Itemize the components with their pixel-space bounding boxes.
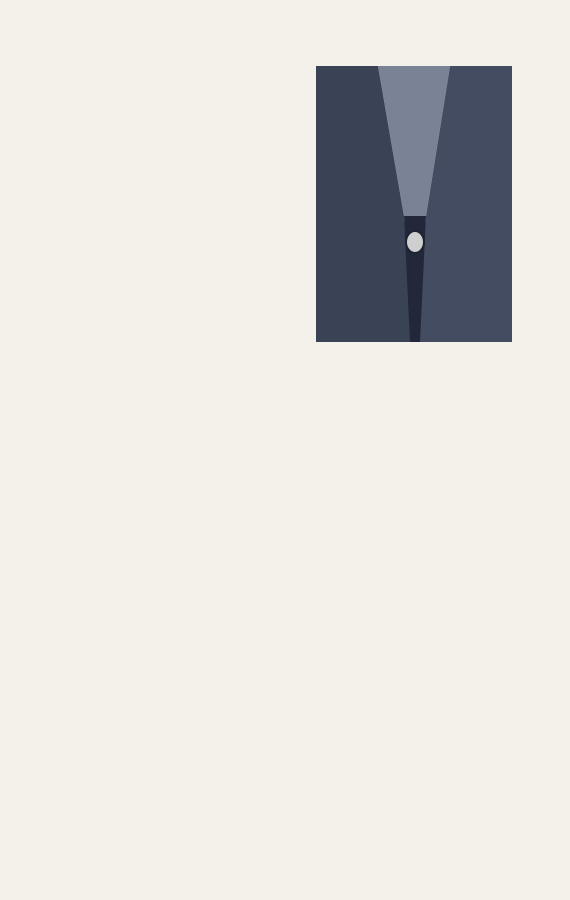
figure [316, 66, 512, 348]
figure-illustration [316, 66, 512, 342]
pipe-opening [406, 231, 424, 253]
